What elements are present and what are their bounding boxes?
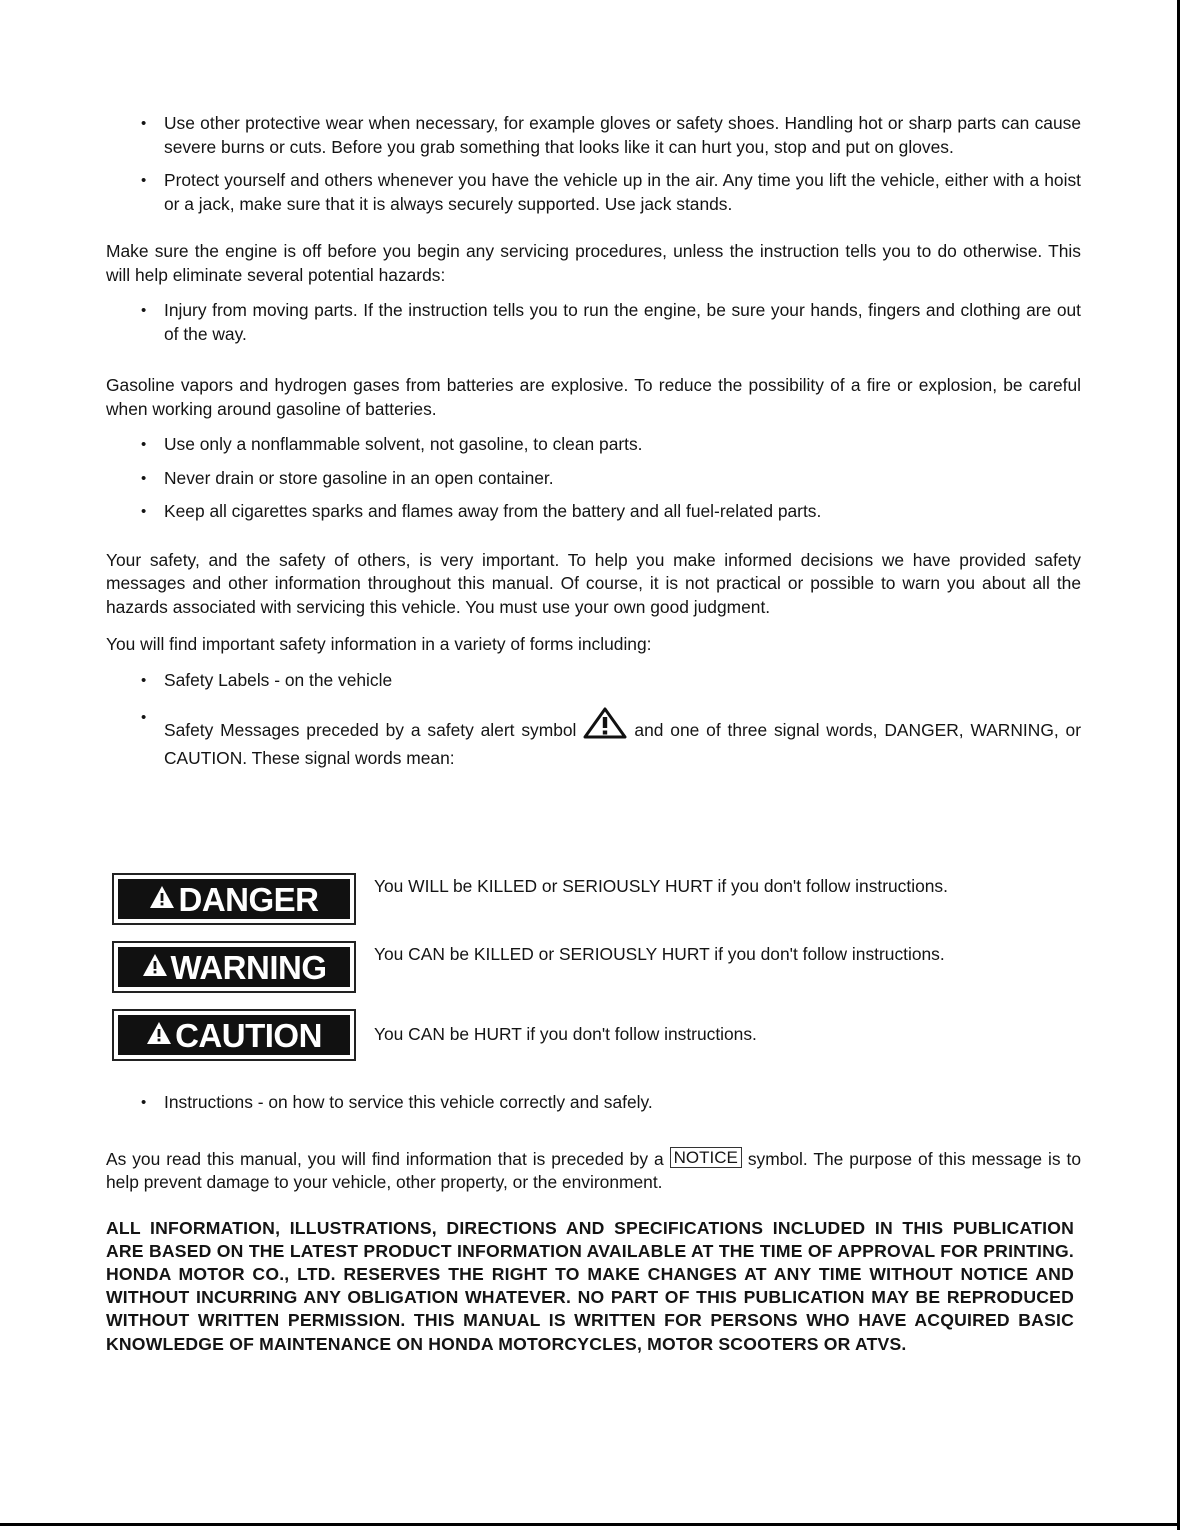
list-item: • Keep all cigarettes sparks and flames away from the battery and all fuel-related parts.: [106, 500, 1081, 524]
safety-alert-icon: [149, 885, 175, 914]
page-border-right: [1177, 0, 1180, 1530]
warning-label: [112, 941, 356, 993]
list-item: [106, 706, 1081, 770]
notice-text-after: symbol. The purpose of this message is to help prevent damage to your vehicle, other property, or the environment.: [106, 1148, 1081, 1192]
safety-alert-icon: [146, 1021, 172, 1050]
instructions-list: [106, 1091, 1081, 1115]
safety-forms-paragraph: You will find important safety information in a variety of forms including:: [106, 634, 652, 654]
danger-label: [112, 873, 356, 925]
engine-off-paragraph: Make sure the engine is off before you begin any servicing procedures, unless the instruction tells you to do otherwise. This will help eliminate several potential hazards:: [106, 241, 1081, 285]
list-item: • Use other protective wear when necessary, for example gloves or safety shoes. Handling hot or sharp parts can cause severe burns or cuts. Before you grab something that looks like it can hurt you, stop and put on gloves.: [106, 112, 1081, 159]
notice-paragraph: [106, 1147, 1081, 1195]
warning-description: You CAN be KILLED or SERIOUSLY HURT if you don't follow instructions.: [374, 944, 945, 964]
document-body: [106, 112, 1081, 770]
safety-importance-paragraph: Your safety, and the safety of others, is very important. To help you make informed decisions we have provided safety messages and other information throughout this manual. Of course, it is not practical or possible to warn you about all the hazards associated with servicing this vehicle. You must use your own good judgment.: [106, 549, 1081, 617]
notice-symbol: NOTICE: [670, 1147, 742, 1168]
notice-text-before: As you read this manual, you will find information that is preceded by a: [106, 1148, 664, 1169]
safety-forms-list: [106, 669, 1081, 771]
engine-hazard-list: [106, 299, 1081, 346]
gasoline-paragraph: Gasoline vapors and hydrogen gases from batteries are explosive. To reduce the possibility of a fire or explosion, be careful when working around gasoline of batteries.: [106, 375, 1081, 419]
safety-alert-icon: [142, 953, 168, 982]
signal-row-danger: [112, 873, 1074, 929]
caution-label: [112, 1009, 356, 1061]
danger-label-text: DANGER: [178, 880, 319, 918]
caution-description: You CAN be HURT if you don't follow instructions.: [374, 1024, 757, 1044]
document-body-lower: [106, 1091, 1081, 1356]
list-item: • Protect yourself and others whenever you have the vehicle up in the air. Any time you lift the vehicle, either with a hoist or a jack, make sure that it is always securely supported. Use jack stands.: [106, 169, 1081, 216]
warning-label-text: WARNING: [170, 948, 327, 986]
disclaimer: ALL INFORMATION, ILLUSTRATIONS, DIRECTIONS AND SPECIFICATIONS INCLUDED IN THIS PUBLICATION ARE BASED ON THE LATEST PRODUCT INFORMATION AVAILABLE AT THE TIME OF APPROVAL FOR PRINTING. HONDA MOTOR CO., LTD. RESERVES THE RIGHT TO MAKE CHANGES AT ANY TIME WITHOUT NOTICE AND WITHOUT INCURRING ANY OBLIGATION WHATEVER. NO PART OF THIS PUBLICATION MAY BE REPRODUCED WITHOUT WRITTEN PERMISSION. THIS MANUAL IS WRITTEN FOR PERSONS WHO HAVE ACQUIRED BASIC KNOWLEDGE OF MAINTENANCE ON HONDA MOTORCYCLES, MOTOR SCOOTERS OR ATVS.: [106, 1217, 1074, 1354]
protective-wear-list: [106, 112, 1081, 216]
signal-row-caution: [112, 1009, 1074, 1065]
list-item: • Injury from moving parts. If the instruction tells you to run the engine, be sure your hands, fingers and clothing are out of the way.: [106, 299, 1081, 346]
caution-label-text: CAUTION: [175, 1016, 322, 1054]
signal-row-warning: [112, 941, 1074, 997]
danger-description: You WILL be KILLED or SERIOUSLY HURT if you don't follow instructions.: [374, 876, 948, 896]
list-item: • Instructions - on how to service this vehicle correctly and safely.: [106, 1091, 1081, 1115]
list-item: • Use only a nonflammable solvent, not gasoline, to clean parts.: [106, 433, 1081, 457]
safety-alert-icon: [582, 706, 628, 747]
safety-messages-text: Safety Messages preceded by a safety alert symbol: [164, 720, 577, 740]
gasoline-list: [106, 433, 1081, 524]
signal-words-text: and one of three signal words, DANGER, WARNING, or CAUTION. These signal words mean:: [164, 720, 1081, 768]
list-item: • Never drain or store gasoline in an open container.: [106, 467, 1081, 491]
page-border-bottom: [0, 1523, 1180, 1526]
list-item: • Safety Labels - on the vehicle: [106, 669, 1081, 693]
